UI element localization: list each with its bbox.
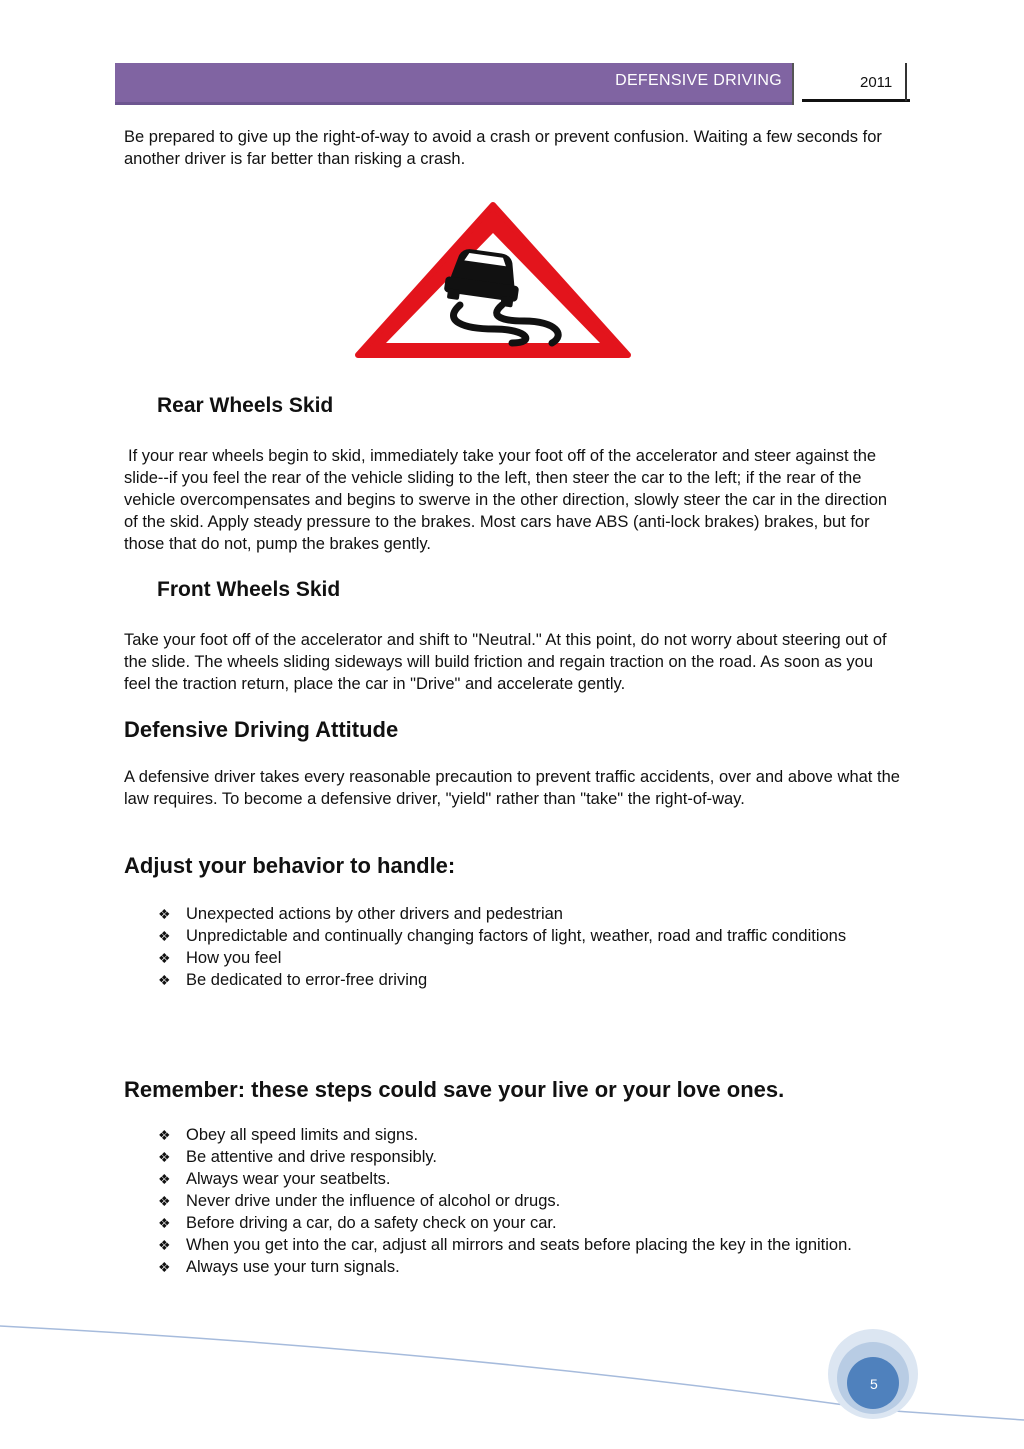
attitude-heading: Defensive Driving Attitude [124,717,399,742]
list-item: ❖ Be attentive and drive responsibly. [158,1148,438,1166]
bullet-icon: ❖ [158,950,171,966]
list-item: ❖ Always use your turn signals. [158,1258,400,1276]
front-wheels-paragraph: Take your foot off of the accelerator and shift to "Neutral." At this point, do not worry about steering out of the slide. The wheels sliding sideways will build friction and regain traction on the road. As soon as you feel the traction return, place the car in "Drive" and accelerate gently. [124,631,887,693]
rear-wheels-heading: Rear Wheels Skid [157,394,334,417]
adjust-heading: Adjust your behavior to handle: [124,853,456,878]
intro-paragraph: Be prepared to give up the right-of-way to avoid a crash or prevent confusion. Waiting a few seconds for another driver is far better than risking a crash. [124,128,882,168]
list-item: ❖ Unpredictable and continually changing factors of light, weather, road and traffic conditions [158,927,847,945]
list-item: ❖ Always wear your seatbelts. [158,1170,391,1188]
bullet-icon: ❖ [158,1215,171,1231]
bullet-icon: ❖ [158,1149,171,1165]
bullet-icon: ❖ [158,1259,171,1275]
front-wheels-heading: Front Wheels Skid [157,578,341,601]
attitude-paragraph: A defensive driver takes every reasonable precaution to prevent traffic accidents, over and above what the law requires. To become a defensive driver, "yield" rather than "take" the right-of-way. [124,768,900,808]
bullet-icon: ❖ [158,1193,171,1209]
page-number: 5 [870,1376,878,1392]
list-item: ❖ How you feel [158,949,282,967]
list-item: ❖ Never drive under the influence of alcohol or drugs. [158,1192,561,1210]
bullet-icon: ❖ [158,906,171,922]
list-item: ❖ When you get into the car, adjust all mirrors and seats before placing the key in the ignition. [158,1236,852,1254]
header-year: 2011 [860,74,893,91]
bullet-icon: ❖ [158,928,171,944]
bullet-icon: ❖ [158,1171,171,1187]
remember-list [158,1124,900,1278]
bullet-icon: ❖ [158,972,171,988]
bullet-icon: ❖ [158,1237,171,1253]
bullet-icon: ❖ [158,1127,171,1143]
remember-heading: Remember: these steps could save your live or your love ones. [124,1077,785,1102]
rear-wheels-paragraph: If your rear wheels begin to skid, immediately take your foot off of the accelerator and steer against the slide--if you feel the rear of the vehicle sliding to the left, then steer the car to the left; if the rear of the vehicle overcompensates and begins to swerve in the other direction, slowly steer the car in the direction of the skid. Apply steady pressure to the brakes. Most cars have ABS (anti-lock brakes) brakes, but for those that do not, pump the brakes gently. [124,447,888,553]
header-title: DEFENSIVE DRIVING [615,72,782,89]
slippery-road-sign [352,193,634,365]
header-edge [905,63,907,101]
list-item: ❖ Unexpected actions by other drivers and pedestrian [158,905,563,923]
header-year-box [792,63,910,105]
list-item: ❖ Obey all speed limits and signs. [158,1126,419,1144]
page-number-circle [827,1328,919,1420]
list-item: ❖ Be dedicated to error-free driving [158,971,428,989]
slippery-road-warning-sign-icon [352,193,634,365]
adjust-list [158,903,900,991]
list-item: ❖ Before driving a car, do a safety check on your car. [158,1214,557,1232]
